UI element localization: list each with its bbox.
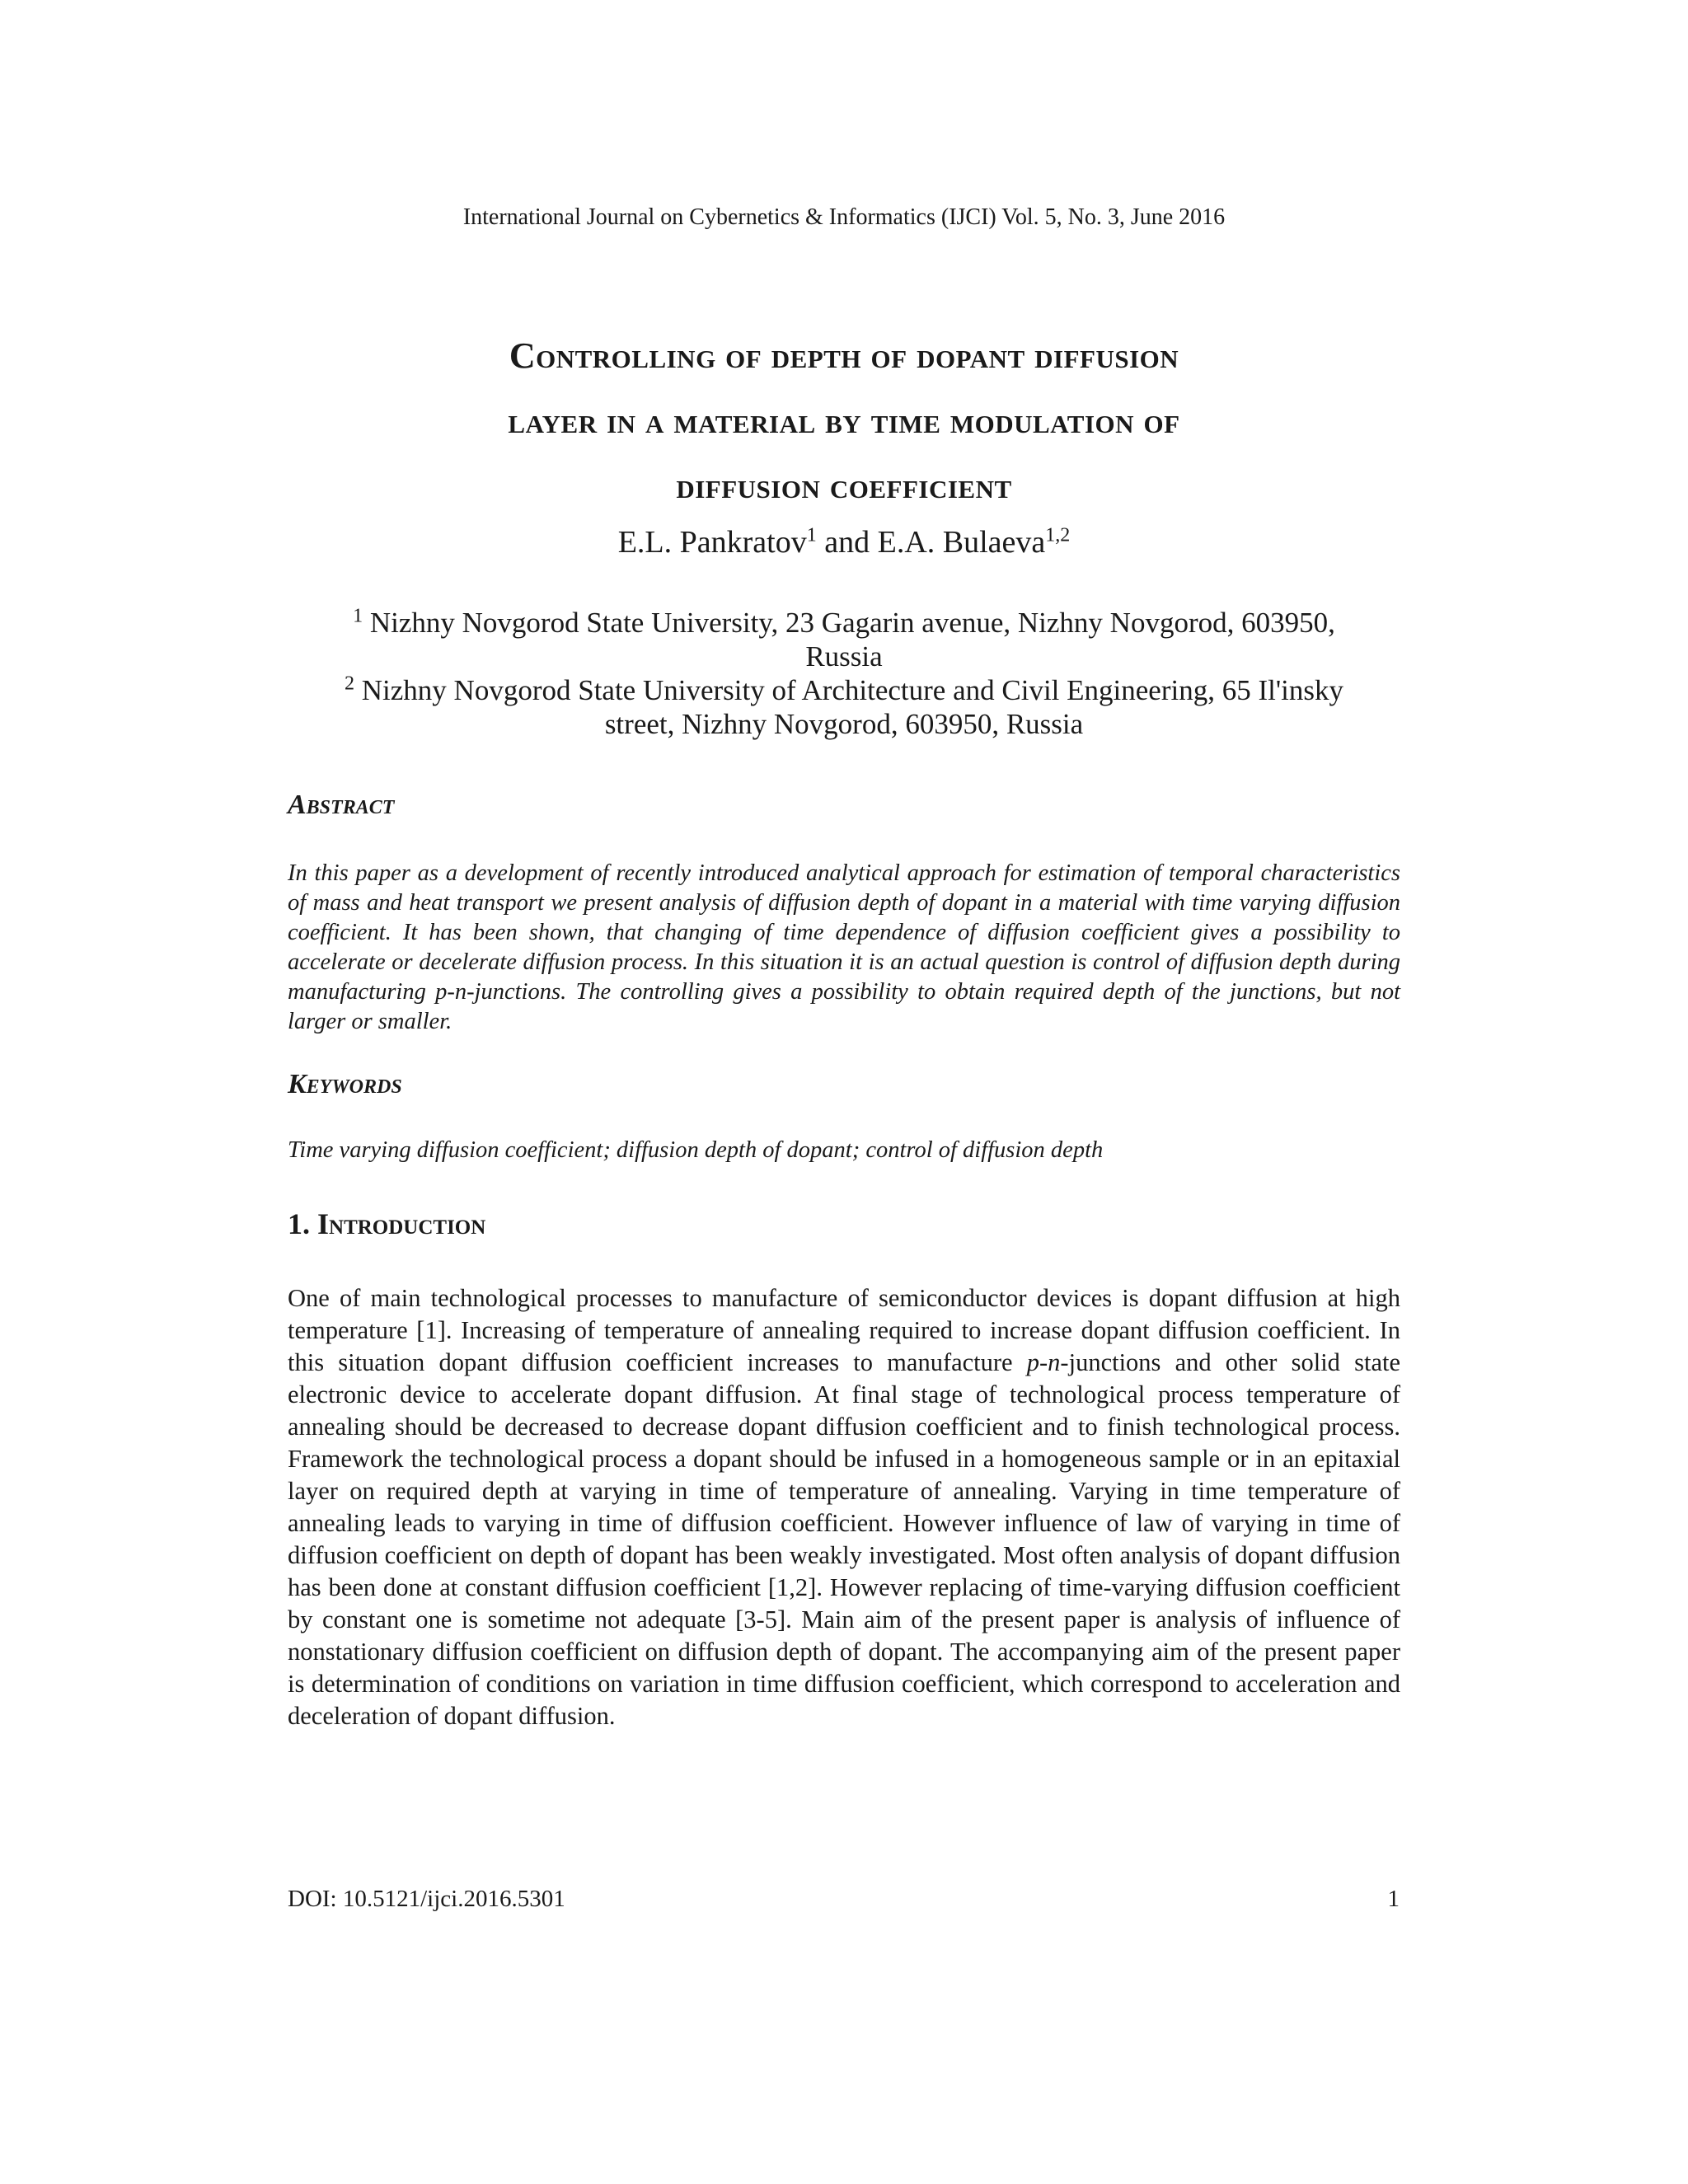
affiliation-1-line-1: Nizhny Novgorod State University, 23 Gagarin avenue, Nizhny Novgorod, 603950, — [363, 607, 1335, 639]
introduction-text-part-1: One of main technological processes to manufacture of semiconductor devices is dopant diffusion at high temperature [1]. Increasing of temperature of annealing required to increase dopant diffusion coefficient. In this situation dopant diffusion coefficient increases to manufacture — [288, 1284, 1400, 1376]
affiliation-1-mark: 1 — [353, 605, 363, 627]
affiliation-1 — [280, 606, 1408, 673]
affiliation-2 — [280, 673, 1408, 741]
keywords-heading: Keywords — [288, 1069, 402, 1099]
introduction-text-part-2: junctions and other solid state electronic device to accelerate dopant diffusion. At final stage of technological process temperature of annealing should be decreased to decrease dopant diffusion coefficient and to finish technological process. Framework the technological process a dopant should be infused in a homogeneous sample or in an epitaxial layer on required depth at varying in time of temperature of annealing. Varying in time temperature of annealing leads to varying in time of diffusion coefficient. However influence of law of varying in time of diffusion coefficient on depth of dopant has been weakly investigated. Most often analysis of dopant diffusion has been done at constant diffusion coefficient [1,2]. However replacing of time-varying diffusion coefficient by constant one is sometime not adequate [3-5]. Main aim of the present paper is analysis of influence of nonstationary diffusion coefficient on diffusion depth of dopant. The accompanying aim of the present paper is determination of conditions on variation in time diffusion coefficient, which correspond to acceleration and deceleration of dopant diffusion. — [288, 1348, 1400, 1730]
author-list — [0, 524, 1688, 560]
keywords-text: Time varying diffusion coefficient; diffusion depth of dopant; control of diffusion depth — [288, 1137, 1104, 1163]
affiliation-2-mark: 2 — [345, 673, 355, 695]
author-conjunction: and — [816, 525, 878, 560]
abstract-heading: Abstract — [288, 790, 395, 820]
author-name-2: E.A. Bulaeva — [877, 525, 1046, 560]
author-name-1: E.L. Pankratov — [617, 525, 807, 560]
author-2-affiliation-mark: 1,2 — [1045, 524, 1071, 546]
affiliation-2-line-1: Nizhny Novgorod State University of Architecture and Civil Engineering, 65 Il'insky — [354, 674, 1343, 706]
running-head: International Journal on Cybernetics & Informatics (IJCI) Vol. 5, No. 3, June 2016 — [462, 204, 1226, 230]
author-1-affiliation-mark: 1 — [806, 524, 817, 546]
affiliation-2-line-2: street, Nizhny Novgorod, 603950, Russia — [604, 708, 1084, 740]
introduction-text — [288, 1282, 1400, 1732]
affiliation-1-line-2: Russia — [805, 640, 883, 673]
page-number: 1 — [1387, 1886, 1400, 1912]
abstract-text: In this paper as a development of recently introduced analytical approach for estimation of temporal characteristics of mass and heat transport we present analysis of diffusion depth of dopant in a material with time varying diffusion coefficient. It has been shown, that changing of time dependence of diffusion coefficient gives a possibility to accelerate or decelerate diffusion process. In this situation it is an actual question is control of diffusion depth during manufacturing p-n-junctions. The controlling gives a possibility to obtain required depth of the junctions, but not larger or smaller. — [288, 860, 1400, 1034]
title-line-2: layer in a material by time modulation of — [508, 401, 1180, 441]
paper-title — [247, 323, 1441, 518]
introduction-italic-term: p-n- — [1026, 1348, 1069, 1376]
title-line-3: diffusion coefficient — [676, 466, 1012, 506]
introduction-heading: 1. Introduction — [288, 1207, 486, 1240]
doi-footer: DOI: 10.5121/ijci.2016.5301 — [288, 1886, 565, 1912]
title-line-1: Controlling of depth of dopant diffusion — [509, 335, 1179, 376]
